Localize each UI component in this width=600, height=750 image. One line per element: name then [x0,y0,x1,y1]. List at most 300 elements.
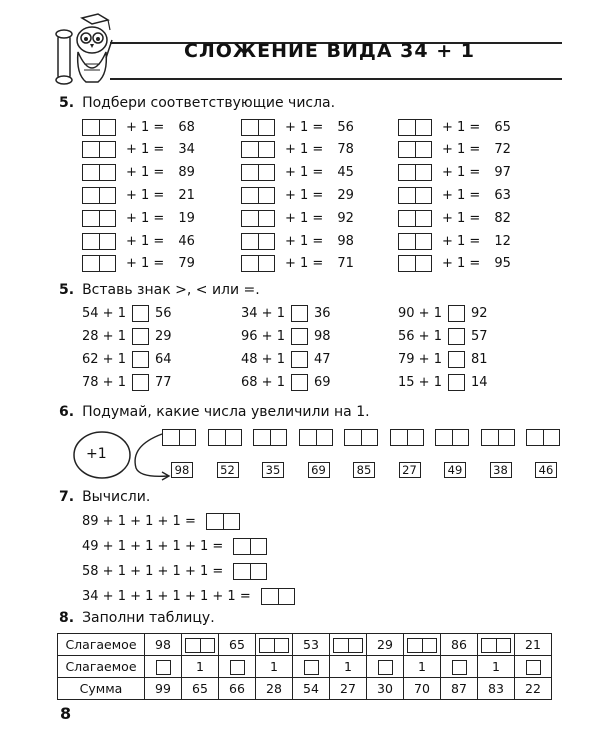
fill-expression: + 1 = [285,165,324,181]
result-number: 49 [444,462,466,478]
table-cell: 27 [330,678,367,700]
fill-equation [82,231,195,251]
task-table-text: Заполни таблицу. [82,610,215,626]
compare-item [82,325,172,347]
table-cell[interactable] [293,656,330,678]
answer-box[interactable] [398,210,432,227]
digit-cell[interactable] [300,430,316,445]
compare-item [82,302,172,324]
table-cell: 66 [219,678,256,700]
fill-equation [398,185,511,205]
fill-expression: + 1 = [285,233,324,249]
digit-cell[interactable] [258,211,274,226]
sign-box[interactable] [448,328,465,345]
fill-expression: + 1 = [285,256,324,272]
answer-box[interactable] [82,233,116,250]
digit-cell[interactable] [258,188,274,203]
compare-item [398,372,488,394]
compare-left: 34 + 1 [241,305,285,321]
task-table-number: 8. [59,610,75,626]
table-cell: 1 [182,656,219,678]
result-number: 27 [399,462,421,478]
digit-cell[interactable] [258,234,274,249]
compute-expression [82,510,240,532]
digit-cell[interactable] [254,430,270,445]
table-cell[interactable] [219,656,256,678]
digit-cell[interactable] [399,165,415,180]
fill-result: 12 [494,233,511,249]
table-cell: 98 [145,634,182,656]
answer-box[interactable] [398,233,432,250]
answer-box[interactable] [333,638,363,653]
digit-cell[interactable] [99,234,115,249]
result-number: 69 [308,462,330,478]
sign-box[interactable] [132,328,149,345]
fill-result: 78 [337,142,354,158]
compare-item [398,302,488,324]
answer-box[interactable] [398,119,432,136]
digit-cell[interactable] [99,165,115,180]
expression-text: 49 + 1 + 1 + 1 + 1 = [82,538,224,554]
digit-cell[interactable] [258,120,274,135]
digit-cell[interactable] [83,142,99,157]
digit-cell[interactable] [200,639,214,652]
answer-box[interactable] [241,210,275,227]
plus-one-label: +1 [86,446,107,462]
table-cell[interactable] [256,634,293,656]
fill-equation [241,208,354,228]
digit-cell[interactable] [234,539,250,554]
digit-cell[interactable] [258,256,274,271]
compare-item [398,349,488,371]
source-number-box[interactable] [390,429,424,446]
digit-cell[interactable] [242,188,258,203]
source-number-box[interactable] [344,429,378,446]
digit-cell[interactable] [262,589,278,604]
digit-cell[interactable] [242,120,258,135]
task-fill-number: 5. [59,95,75,111]
table-row [58,656,552,678]
table-cell: 65 [219,634,256,656]
compare-left: 96 + 1 [241,328,285,344]
digit-cell[interactable] [415,165,431,180]
table-cell: 28 [256,678,293,700]
answer-box[interactable] [241,119,275,136]
digit-cell[interactable] [179,430,195,445]
fill-result: 82 [494,210,511,226]
fill-result: 29 [337,187,354,203]
fill-equation [82,254,195,274]
row-label: Слагаемое [58,634,145,656]
fill-equation [398,163,511,183]
table-row [58,634,552,656]
compute-expression [82,535,267,557]
fill-expression: + 1 = [285,187,324,203]
expression-text: 58 + 1 + 1 + 1 + 1 = [82,563,224,579]
compare-right: 29 [154,328,172,344]
answer-box[interactable] [261,588,295,605]
sign-box[interactable] [291,374,308,391]
digit-cell[interactable] [83,256,99,271]
compare-left: 68 + 1 [241,375,285,391]
digit-cell[interactable] [399,234,415,249]
compare-item [82,349,172,371]
fill-equation [82,140,195,160]
task-increase-text: Подумай, какие числа увеличили на 1. [82,404,370,420]
fill-expression: + 1 = [126,233,165,249]
fill-expression: + 1 = [442,210,481,226]
table-cell[interactable] [367,656,404,678]
table-cell: 1 [404,656,441,678]
table-cell: 30 [367,678,404,700]
table-cell: 99 [145,678,182,700]
compare-item [241,349,331,371]
fill-result: 92 [337,210,354,226]
fill-equation [82,117,195,137]
fill-expression: + 1 = [126,142,165,158]
fill-expression: + 1 = [442,187,481,203]
digit-cell[interactable] [391,430,407,445]
compare-right: 64 [154,352,172,368]
fill-result: 34 [178,142,195,158]
task-compare-number: 5. [59,282,75,298]
title-rule-bottom [110,78,562,80]
answer-box[interactable] [241,187,275,204]
fill-result: 89 [178,165,195,181]
digit-cell[interactable] [242,211,258,226]
source-number-box[interactable] [481,429,515,446]
compare-left: 78 + 1 [82,375,126,391]
table-cell: 1 [330,656,367,678]
digit-cell[interactable] [482,639,496,652]
table-cell[interactable] [478,634,515,656]
fill-result: 79 [178,256,195,272]
answer-box[interactable] [398,255,432,272]
row-label: Слагаемое [58,656,145,678]
sign-box[interactable] [291,351,308,368]
compare-right: 98 [313,328,331,344]
fill-equation [241,185,354,205]
compare-left: 79 + 1 [398,352,442,368]
fill-equation [241,254,354,274]
compare-left: 62 + 1 [82,352,126,368]
answer-box[interactable] [241,233,275,250]
fill-expression: + 1 = [285,142,324,158]
digit-cell[interactable] [242,142,258,157]
digit-cell[interactable] [242,234,258,249]
answer-box[interactable] [206,513,240,530]
row-label: Сумма [58,678,145,700]
digit-cell[interactable] [258,165,274,180]
digit-cell[interactable] [270,430,286,445]
compare-item [398,325,488,347]
table-cell: 1 [256,656,293,678]
table-cell: 54 [293,678,330,700]
answer-box[interactable] [241,141,275,158]
fill-equation [398,208,511,228]
table-cell: 1 [478,656,515,678]
fill-equation [241,231,354,251]
answer-box[interactable] [241,255,275,272]
compare-item [241,325,331,347]
fill-expression: + 1 = [442,256,481,272]
digit-cell[interactable] [482,430,498,445]
table-cell[interactable] [182,634,219,656]
digit-cell[interactable] [399,142,415,157]
fill-equation [82,163,195,183]
fill-expression: + 1 = [285,210,324,226]
sign-box[interactable] [132,374,149,391]
compare-right: 36 [313,305,331,321]
digit-cell[interactable] [163,430,179,445]
digit-cell[interactable] [399,211,415,226]
table-row [58,678,552,700]
digit-cell[interactable] [99,256,115,271]
source-number-box[interactable] [253,429,287,446]
table-cell: 87 [441,678,478,700]
digit-cell[interactable] [415,234,431,249]
fill-expression: + 1 = [442,142,481,158]
answer-box[interactable] [82,210,116,227]
compare-right: 47 [313,352,331,368]
digit-cell[interactable] [527,430,543,445]
compare-right: 81 [470,352,488,368]
digit-cell[interactable] [361,430,377,445]
result-number: 46 [535,462,557,478]
answer-box[interactable] [230,660,245,675]
digit-cell[interactable] [258,142,274,157]
compare-right: 69 [313,375,331,391]
answer-box[interactable] [398,187,432,204]
result-number: 98 [171,462,193,478]
expression-text: 89 + 1 + 1 + 1 = [82,513,196,529]
answer-box[interactable] [82,187,116,204]
digit-cell[interactable] [334,639,348,652]
task-table-heading [59,610,215,626]
digit-cell[interactable] [278,589,294,604]
answer-box[interactable] [185,638,215,653]
answer-box[interactable] [398,141,432,158]
digit-cell[interactable] [399,120,415,135]
fill-expression: + 1 = [126,165,165,181]
sign-box[interactable] [448,374,465,391]
digit-cell[interactable] [415,188,431,203]
digit-cell[interactable] [415,120,431,135]
fill-equation [82,185,195,205]
digit-cell[interactable] [250,539,266,554]
answer-box[interactable] [526,660,541,675]
page-title: СЛОЖЕНИЕ ВИДА 34 + 1 [184,40,475,62]
digit-cell[interactable] [207,514,223,529]
sign-box[interactable] [291,328,308,345]
task-increase-number: 6. [59,404,75,420]
answer-box[interactable] [407,638,437,653]
digit-cell[interactable] [415,256,431,271]
task-compute-text: Вычисли. [82,489,151,505]
result-number: 85 [353,462,375,478]
sign-box[interactable] [132,351,149,368]
sign-box[interactable] [448,351,465,368]
digit-cell[interactable] [415,211,431,226]
table-cell: 86 [441,634,478,656]
compare-item [82,372,172,394]
digit-cell[interactable] [223,514,239,529]
answer-box[interactable] [378,660,393,675]
result-number: 52 [217,462,239,478]
fill-expression: + 1 = [126,119,165,135]
fill-result: 72 [494,142,511,158]
digit-cell[interactable] [452,430,468,445]
digit-cell[interactable] [242,165,258,180]
source-number-box[interactable] [526,429,560,446]
answer-box[interactable] [452,660,467,675]
digit-cell[interactable] [99,120,115,135]
fill-equation [398,140,511,160]
digit-cell[interactable] [234,564,250,579]
fill-equation [398,231,511,251]
digit-cell[interactable] [415,142,431,157]
digit-cell[interactable] [250,564,266,579]
compare-right: 77 [154,375,172,391]
digit-cell[interactable] [186,639,200,652]
task-compare-heading [59,282,260,298]
result-number: 38 [490,462,512,478]
digit-cell[interactable] [225,430,241,445]
digit-cell[interactable] [543,430,559,445]
digit-cell[interactable] [260,639,274,652]
answer-box[interactable] [398,164,432,181]
result-number: 35 [262,462,284,478]
fill-equation [398,254,511,274]
digit-cell[interactable] [407,430,423,445]
digit-cell[interactable] [408,639,422,652]
fill-result: 45 [337,165,354,181]
sign-box[interactable] [448,305,465,322]
digit-cell[interactable] [83,120,99,135]
fill-result: 71 [337,256,354,272]
fill-result: 95 [494,256,511,272]
fill-result: 19 [178,210,195,226]
fill-result: 65 [494,119,511,135]
task-compute-number: 7. [59,489,75,505]
answer-box[interactable] [82,255,116,272]
compute-expression [82,585,295,607]
digit-cell[interactable] [83,234,99,249]
fill-expression: + 1 = [285,119,324,135]
page-number: 8 [60,704,72,723]
task-fill-heading [59,95,335,111]
table-cell[interactable] [515,656,552,678]
digit-cell[interactable] [99,211,115,226]
compare-item [241,302,331,324]
answer-box[interactable] [82,119,116,136]
digit-cell[interactable] [399,188,415,203]
answer-box[interactable] [241,164,275,181]
digit-cell[interactable] [345,430,361,445]
task-increase-heading [59,404,370,420]
table-cell: 70 [404,678,441,700]
table-cell[interactable] [145,656,182,678]
fill-expression: + 1 = [442,233,481,249]
digit-cell[interactable] [399,256,415,271]
owl-mascot-icon [52,12,114,88]
compare-right: 57 [470,328,488,344]
digit-cell[interactable] [83,211,99,226]
digit-cell[interactable] [99,142,115,157]
compare-right: 14 [470,375,488,391]
compare-right: 56 [154,305,172,321]
digit-cell[interactable] [99,188,115,203]
fill-result: 98 [337,233,354,249]
compare-left: 56 + 1 [398,328,442,344]
fill-expression: + 1 = [126,256,165,272]
sign-box[interactable] [291,305,308,322]
table-cell: 83 [478,678,515,700]
compare-left: 90 + 1 [398,305,442,321]
digit-cell[interactable] [496,639,510,652]
fill-equation [241,163,354,183]
table-cell: 65 [182,678,219,700]
table-cell[interactable] [330,634,367,656]
digit-cell[interactable] [422,639,436,652]
table-cell: 22 [515,678,552,700]
digit-cell[interactable] [83,188,99,203]
fill-equation [241,117,354,137]
digit-cell[interactable] [316,430,332,445]
fill-expression: + 1 = [442,165,481,181]
source-number-box[interactable] [299,429,333,446]
answer-box[interactable] [82,164,116,181]
digit-cell[interactable] [498,430,514,445]
digit-cell[interactable] [274,639,288,652]
answer-box[interactable] [156,660,171,675]
fill-expression: + 1 = [442,119,481,135]
compare-left: 54 + 1 [82,305,126,321]
fill-result: 63 [494,187,511,203]
digit-cell[interactable] [242,256,258,271]
answer-box[interactable] [82,141,116,158]
source-number-box[interactable] [208,429,242,446]
compute-expression [82,560,267,582]
digit-cell[interactable] [83,165,99,180]
digit-cell[interactable] [436,430,452,445]
sign-box[interactable] [132,305,149,322]
fill-equation [398,117,511,137]
answer-box[interactable] [233,563,267,580]
fill-expression: + 1 = [126,187,165,203]
answer-box[interactable] [481,638,511,653]
digit-cell[interactable] [209,430,225,445]
digit-cell[interactable] [348,639,362,652]
table-cell[interactable] [404,634,441,656]
expression-text: 34 + 1 + 1 + 1 + 1 + 1 = [82,588,251,604]
answer-box[interactable] [304,660,319,675]
table-cell[interactable] [441,656,478,678]
table-cell: 21 [515,634,552,656]
source-number-box[interactable] [435,429,469,446]
fill-result: 68 [178,119,195,135]
fill-result: 97 [494,165,511,181]
answer-box[interactable] [233,538,267,555]
source-number-box[interactable] [162,429,196,446]
fill-equation [241,140,354,160]
compare-item [241,372,331,394]
fill-result: 21 [178,187,195,203]
task-compute-heading [59,489,150,505]
fill-equation [82,208,195,228]
fill-expression: + 1 = [126,210,165,226]
answer-box[interactable] [259,638,289,653]
